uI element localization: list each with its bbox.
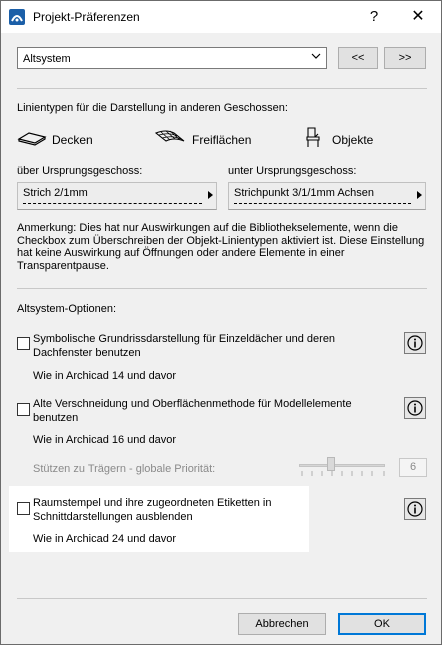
- category-meshes-label: Freiflächen: [192, 133, 252, 147]
- option3-checkbox[interactable]: [17, 502, 30, 515]
- popup-arrow-icon: [417, 191, 422, 199]
- option1-checkbox[interactable]: [17, 337, 30, 350]
- below-linetype-picker[interactable]: [228, 182, 426, 210]
- priority-slider-thumb[interactable]: [327, 457, 335, 471]
- slab-icon: [17, 129, 47, 150]
- info-icon: [407, 400, 423, 416]
- ok-button[interactable]: OK: [338, 613, 426, 635]
- slider-ticks: [301, 471, 385, 476]
- previous-page-button[interactable]: <<: [338, 47, 378, 69]
- separator: [17, 88, 427, 89]
- below-linetype-value: Strichpunkt 3/1/1mm Achsen: [234, 187, 375, 199]
- above-story-label: über Ursprungsgeschoss:: [17, 165, 143, 177]
- close-button[interactable]: ✕: [411, 8, 425, 25]
- note-text: Anmerkung: Dies hat nur Auswirkungen auf die Bibliothekselemente, wenn die Checkbox zum Überschreiben der Objekt-Linientypen aktiviert ist. Diese Einstellung hat keine Auswirkung auf Öffnungen oder andere Elemente in einer Transparentpause.: [17, 222, 425, 272]
- archicad-app-icon: [9, 9, 25, 25]
- priority-slider-track[interactable]: [299, 464, 385, 467]
- option1-info-button[interactable]: [404, 332, 426, 354]
- chevron-down-icon: [311, 51, 321, 61]
- option2-checkbox[interactable]: [17, 403, 30, 416]
- option1-label[interactable]: Symbolische Grundrissdarstellung für Einzeldächer und deren Dachfenster benutzen: [33, 333, 336, 359]
- priority-label: Stützen zu Trägern - globale Priorität:: [33, 463, 216, 475]
- option3-hint: Wie in Archicad 24 und davor: [33, 533, 177, 545]
- page-select[interactable]: [17, 47, 327, 69]
- chair-icon: [303, 126, 323, 151]
- dashdot-line-preview: [234, 203, 411, 204]
- legacy-options-heading: Altsystem-Optionen:: [17, 303, 117, 315]
- option2-label[interactable]: Alte Verschneidung und Oberflächenmethode für Modellelemente benutzen: [33, 398, 352, 424]
- category-slabs-label: Decken: [52, 133, 93, 147]
- info-icon: [407, 501, 423, 517]
- help-button[interactable]: ?: [369, 8, 379, 25]
- mesh-icon: [154, 127, 186, 150]
- title-bar: [1, 1, 441, 33]
- option3-label[interactable]: Raumstempel und ihre zugeordneten Etiketten in Schnittdarstellungen ausblenden: [33, 497, 272, 523]
- popup-arrow-icon: [208, 191, 213, 199]
- option3-info-button[interactable]: [404, 498, 426, 520]
- linetypes-heading: Linientypen für die Darstellung in anderen Geschossen:: [17, 102, 288, 114]
- category-objects-label: Objekte: [332, 133, 374, 147]
- cancel-button[interactable]: Abbrechen: [238, 613, 326, 635]
- separator: [17, 288, 427, 289]
- page-select-value: Altsystem: [23, 53, 71, 65]
- option2-hint: Wie in Archicad 16 und davor: [33, 434, 177, 446]
- option2-info-button[interactable]: [404, 397, 426, 419]
- below-story-label: unter Ursprungsgeschoss:: [228, 165, 357, 177]
- info-icon: [407, 335, 423, 351]
- next-page-button[interactable]: >>: [384, 47, 426, 69]
- above-linetype-value: Strich 2/1mm: [23, 187, 88, 199]
- separator: [17, 598, 427, 599]
- priority-value-field[interactable]: 6: [399, 458, 427, 477]
- option1-hint: Wie in Archicad 14 und davor: [33, 370, 177, 382]
- above-linetype-picker[interactable]: [17, 182, 217, 210]
- dashed-line-preview: [23, 203, 202, 204]
- window-title: Projekt-Präferenzen: [33, 10, 140, 24]
